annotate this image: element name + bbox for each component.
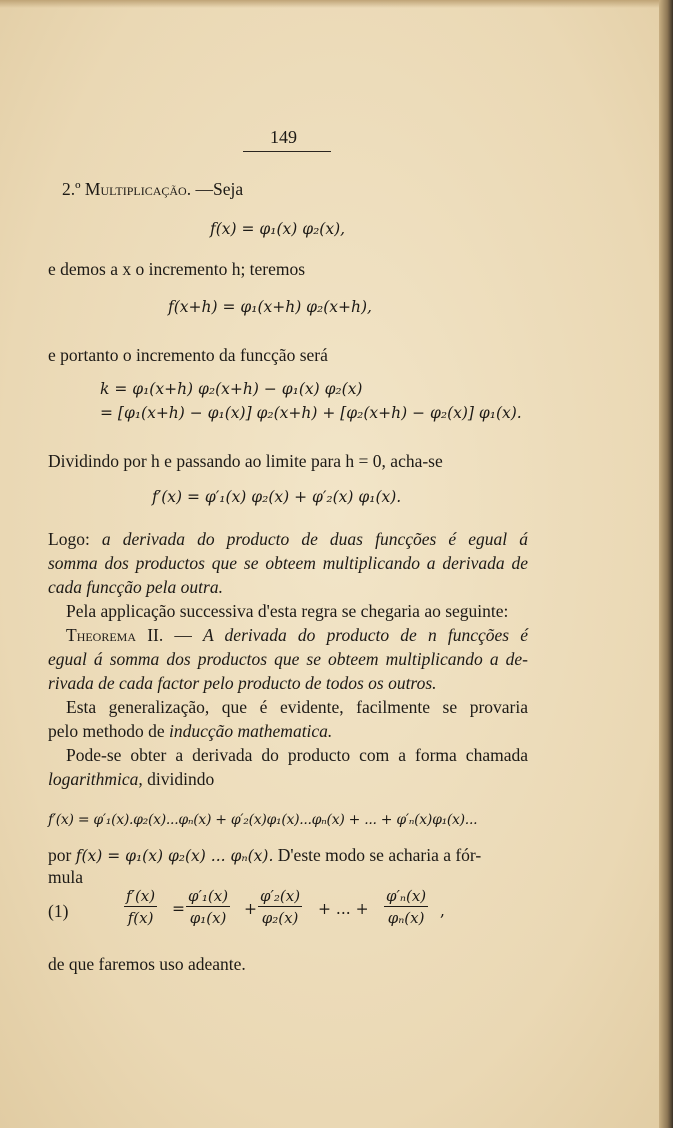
equation-k-line1: k = φ₁(x+h) φ₂(x+h) − φ₁(x) φ₂(x)	[100, 380, 363, 398]
equation-k-line2: = [φ₁(x+h) − φ₁(x)] φ₂(x+h) + [φ₂(x+h) − φ₂(x)] φ₁(x).	[100, 404, 522, 422]
formula-equals: =	[172, 900, 185, 918]
theorema-text-line2: egual á somma dos productos que se obteem multiplicando a de-	[48, 649, 528, 669]
section-intro: —Seja	[195, 179, 244, 199]
logo-text-line3: cada funcção pela outra.	[48, 577, 223, 597]
logo-text-line1: a derivada do producto de duas funcções é egual á	[101, 529, 529, 549]
formula-plus: +	[244, 900, 257, 918]
generalizacao-line1: Esta generalização, que é evidente, facilmente se provaria	[66, 697, 528, 717]
section-heading-line	[62, 178, 243, 200]
formula-term3-denominator: φₙ(x)	[384, 906, 428, 927]
por-suffix: D'este modo se acharia a fór-	[277, 845, 482, 865]
text-portanto: e portanto o incremento da funcção será	[48, 345, 328, 365]
formula-term3-fraction	[384, 887, 428, 927]
page-right-edge	[659, 0, 673, 1128]
por-prefix: por	[48, 845, 72, 865]
formula-lhs-numerator: f′(x)	[126, 887, 156, 905]
text-dividindo: Dividindo por h e passando ao limite para h = 0, acha-se	[48, 451, 443, 471]
podese-line1: Pode-se obter a derivada do producto com a forma chamada	[66, 745, 528, 765]
formula-end: ,	[440, 902, 445, 920]
page-number: 149	[270, 127, 297, 147]
podese-rest: dividindo	[147, 769, 215, 789]
formula-term2-numerator: φ′₂(x)	[260, 887, 301, 905]
podese-italic: logarithmica,	[48, 769, 143, 789]
text-closing: de que faremos uso adeante.	[48, 954, 246, 974]
theorema-text-line1: A derivada do producto de n funcções é	[203, 625, 528, 645]
logo-text-line2: somma dos productos que se obteem multiplicando a derivada de	[48, 553, 528, 573]
logo-lead: Logo:	[48, 529, 90, 549]
generalizacao-prefix: pelo methodo de	[48, 721, 165, 741]
formula-term1-denominator: φ₁(x)	[186, 906, 230, 927]
por-line	[48, 844, 481, 867]
section-heading: 2.º Multiplicação.	[62, 179, 192, 199]
formula-lhs-fraction	[124, 887, 157, 927]
text-mula: mula	[48, 867, 83, 887]
formula-ellipsis: + ... +	[318, 900, 369, 918]
equation-derivative-product: f′(x) = φ′₁(x) φ₂(x) + φ′₂(x) φ₁(x).	[152, 488, 402, 506]
formula-term1-fraction	[186, 887, 230, 927]
theorema-number: II. —	[147, 625, 192, 645]
formula-term2-fraction	[258, 887, 302, 927]
generalizacao-italic: inducção mathematica.	[169, 721, 333, 741]
logo-paragraph-line1	[48, 528, 528, 550]
formula-term1-numerator: φ′₁(x)	[188, 887, 229, 905]
equation-derivative-expanded: f′(x) = φ′₁(x).φ₂(x)...φₙ(x) + φ′₂(x)φ₁(x)...φₙ(x) + ... + φ′ₙ(x)φ₁(x)...	[48, 812, 478, 828]
theorema-label: Theorema	[66, 625, 137, 645]
page-top-edge	[0, 0, 673, 8]
theorema-text-line3: rivada de cada factor pelo producto de todos os outros.	[48, 673, 437, 693]
por-math: f(x) = φ₁(x) φ₂(x) ... φₙ(x).	[75, 847, 274, 865]
equation-f-increment: f(x+h) = φ₁(x+h) φ₂(x+h),	[168, 298, 372, 316]
formula-label: (1)	[48, 901, 69, 921]
formula-term2-denominator: φ₂(x)	[258, 906, 302, 927]
text-demos-incremento: e demos a x o incremento h; teremos	[48, 259, 306, 279]
page-number-rule	[243, 151, 331, 152]
theorema-line1	[66, 624, 528, 646]
text-applicacao: Pela applicação successiva d'esta regra se chegaria ao seguinte:	[66, 601, 509, 621]
podese-line2	[48, 768, 214, 790]
equation-f-product: f(x) = φ₁(x) φ₂(x),	[210, 220, 346, 238]
formula-term3-numerator: φ′ₙ(x)	[386, 887, 427, 905]
formula-lhs-denominator: f(x)	[124, 906, 157, 927]
generalizacao-line2	[48, 720, 332, 742]
